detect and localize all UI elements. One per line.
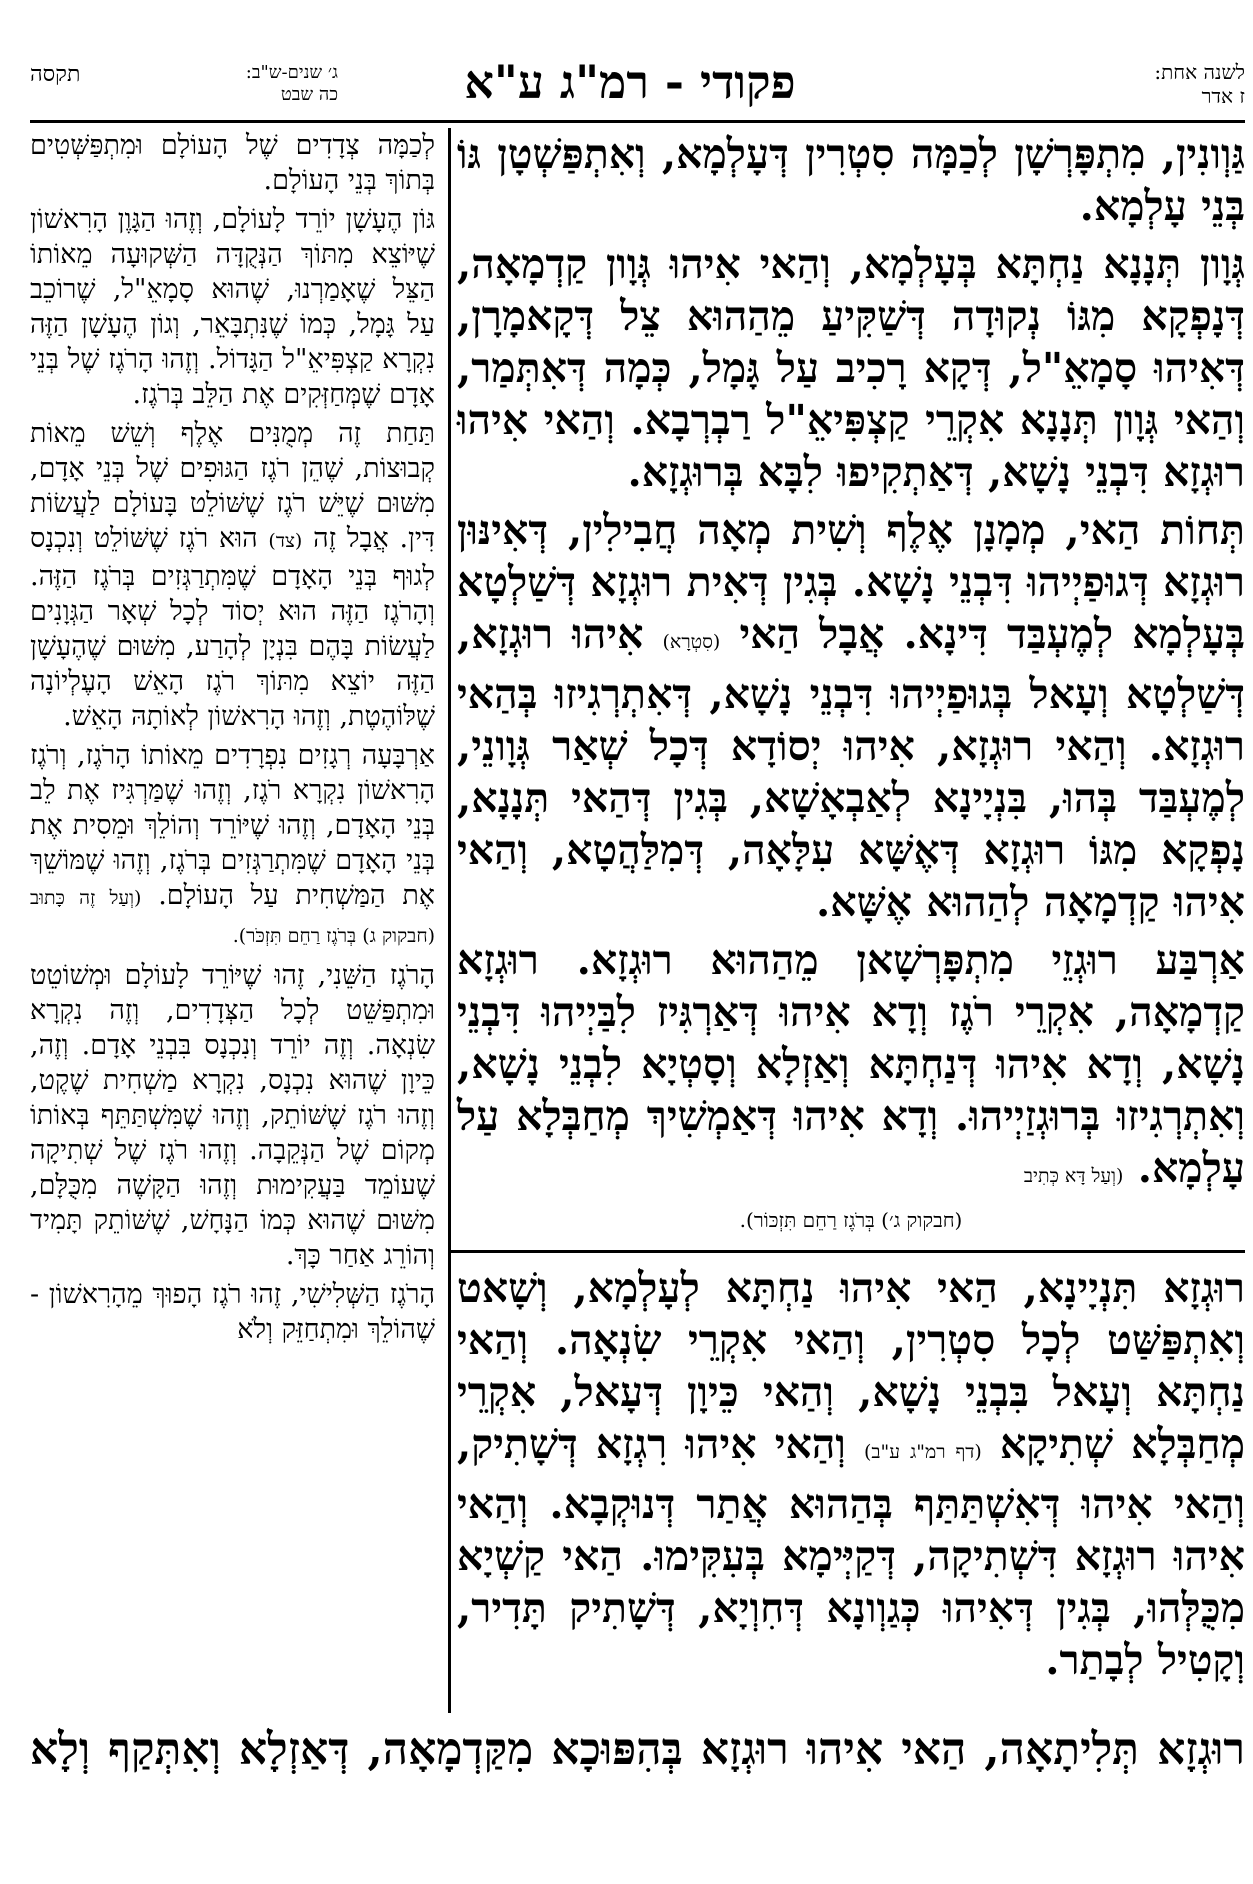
header-schedule-one-year	[1005, 60, 1245, 116]
schedule-label: לשנה אחת:	[1154, 60, 1245, 84]
schedule-date: ז אדר	[1201, 84, 1245, 108]
main-paragraph-2: גְּוָון תְּנָנָא נַחְתָּא בְּעָלְמָא, וְהַאי אִיהוּ גְּוָון קַדְמָאָה, דְּנָפְקָא מִגּוֹ נְקוּדָה דְּשַׁקִּיעַ מֵהַהוּא צֵל דְּקָאמָרָן, דְּאִיהוּ סָמָאֵ"ל, דְּקָא רָכִיב עַל גָּמָל, כְּמָה דְּאִתְּמַר, וְהַאי גְּוָון תְּנָנָא אִקְרֵי קַצְפִּיאֵ"ל רַבְרְבָא. וְהַאי אִיהוּ רוּגְזָא דִּבְנֵי נָשָׁא, דְּאַתְקִיפוּ לִבָּא בְּרוּגְזָא.	[457, 240, 1245, 496]
daf-note: (דף רמ"ג ע"ב)	[863, 1441, 982, 1463]
header-divider	[30, 120, 1245, 123]
side-paragraph-3-cont: הוּא רֹגֶז שֶׁשּׁוֹלֵט וְנִכְנָס לְגוּף בְּנֵי הָאָדָם שֶׁמִּתְרַגְּזִים בְּרֹגֶז הַזֶּה. וְהָרֹגֶז הַזֶּה הוּא יְסוֹד לְכָל שְׁאָר הַגְּוָנִים לַעֲשׂוֹת בָּהֶם בִּנְיָן לְהָרַע, מִשּׁוּם שֶׁהֶעָשָׁן הַזֶּה יוֹצֵא מִתּוֹךְ רֹגֶז הָאֵשׁ הָעֶלְיוֹנָה שֶׁלּוֹהֶטֶת, וְזֶהוּ הָרִאשׁוֹן לְאוֹתָהּ הָאֵשׁ.	[30, 523, 435, 732]
verse-note-b: (חבקוק ג׳) בְּרֹגֶז רַחֵם תִּזְכּוֹר).	[739, 1208, 963, 1232]
side-paragraph-4	[30, 738, 435, 954]
main-paragraph-5-cont: וְהַאי אִיהוּ רִגְזָא דְּשָׁתִיק, וְהַאי אִיהוּ דְּאִשְׁתַּתַּף בְּהַהוּא אֲתַר דְּנוּקְבָא. וְהַאי אִיהוּ רוּגְזָא דִּשְׁתִיקָה, דְּקַיְּימָא בְּעִקִּימוּ. הַאי קַשְׁיָא מִכֻּלְּהוּ, בְּגִין דְּאִיהוּ כְּגַוְונָא דְּחִוְיָא, דְּשָׁתִיק תָּדִיר, וְקָטִיל לְבָתַר.	[457, 1420, 1245, 1684]
schedule-label-three-years: ג׳ שנים-ש"ב:	[245, 62, 338, 83]
main-paragraph-4-text: אַרְבַּע רוּגְזֵי מִתְפָּרְשָׁאן מֵהַהוּא רוּגְזָא. רוּגְזָא קַדְמָאָה, אִקְרֵי רֹגֶז וְדָא אִיהוּ דְּאַרְגִּיז לִבַּיְיהוּ דִּבְנֵי נָשָׁא, וְדָא אִיהוּ דְּנַחְתָּא וְאַזְלָא וְסָטְיָא לִבְנֵי נָשָׁא, וְאִתְרְגִיזוּ בְּרוּגְזַיְיהוּ. וְדָא אִיהוּ דְּאַמְשִׁיךְ מְחַבְּלָא עַל עָלְמָא.	[457, 936, 1245, 1192]
page-title: פקודי - רמ"ג ע"א	[464, 55, 796, 109]
side-paragraph-6: הָרֹגֶז הַשְּׁלִישִׁי, זֶהוּ רֹגֶז הָפוּךְ מֵהָרִאשׁוֹן - שֶׁהוֹלֵךְ וּמִתְחַזֵּק וְלֹא	[30, 1279, 435, 1345]
main-paragraph-3	[457, 504, 1245, 928]
side-paragraph-2: גּוֹן הֶעָשָׁן יוֹרֵד לָעוֹלָם, וְזֶהוּ הַגָּוֶן הָרִאשׁוֹן שֶׁיּוֹצֵא מִתּוֹךְ הַנְּקֻדָּה הַשְּׁקוּעָה מֵאוֹתוֹ הַצֵּל שֶׁאָמַרְנוּ, שֶׁהוּא סָמָאֵ"ל, שֶׁרוֹכֵב עַל גָּמָל, כְּמוֹ שֶׁנִּתְבָּאֵר, וְגוֹן הֶעָשָׁן הַזֶּה נִקְרָא קַצְפִּיאֵ"ל הַגָּדוֹל. וְזֶהוּ הָרֹגֶז שֶׁל בְּנֵי אָדָם שֶׁמְּחַזְּקִים אֶת הַלֵּב בְּרֹגֶז.	[30, 204, 435, 410]
side-paragraph-4-text: אַרְבָּעָה רְגָזִים נִפְרָדִים מֵאוֹתוֹ הָרֹגֶז, וְרֹגֶז הָרִאשׁוֹן נִקְרָא רֹגֶז, וְזֶהוּ שֶׁמַּרְגִּיז אֶת לֵב בְּנֵי הָאָדָם, וְזֶהוּ שֶׁיּוֹרֵד וְהוֹלֵךְ וּמֵסִית אֶת בְּנֵי הָאָדָם שֶׁמִּתְרַגְּזִים בְּרֹגֶז, וְזֶהוּ שֶׁמּוֹשֵׁךְ אֶת הַמַּשְׁחִית עַל הָעוֹלָם.	[30, 740, 435, 911]
main-paragraph-4	[457, 934, 1245, 1202]
main-column	[457, 128, 1245, 1237]
translation-column	[30, 128, 435, 1351]
main-section-divider	[448, 1250, 1245, 1253]
side-paragraph-5: הָרֹגֶז הַשֵּׁנִי, זֶהוּ שֶׁיּוֹרֵד לָעוֹלָם וּמְשׁוֹטֵט וּמִתְפַּשֵּׁט לְכָל הַצְּדָדִים, וְזֶה נִקְרָא שִׂנְאָה. וְזֶה יוֹרֵד וְנִכְנָס בִּבְנֵי אָדָם. וְזֶה, כֵּיוָן שֶׁהוּא נִכְנָס, נִקְרָא מַשְׁחִית שֶׁקֶט, וְזֶהוּ רֹגֶז שֶׁשּׁוֹתֵק, וְזֶהוּ שֶׁמִּשְׁתַּתֵּף בְּאוֹתוֹ מְקוֹם שֶׁל הַנְּקֵבָה. וְזֶהוּ רֹגֶז שֶׁל שְׁתִיקָה שֶׁעוֹמֵד בַּעֲקִימוּת וְזֶהוּ הַקָּשֶׁה מִכֻּלָּם, מִשּׁוּם שֶׁהוּא כְּמוֹ הַנָּחָשׁ, שֶׁשּׁוֹתֵק תָּמִיד וְהוֹרֵג אַחַר כָּךְ.	[30, 960, 435, 1271]
bottom-line: רוּגְזָא תְּלִיתָאָה, הַאי אִיהוּ רוּגְזָא בְּהִפּוּכָא מִקַּדְמָאָה, דְּאַזְלָא וְאִתְּקַף וְלָא	[30, 1724, 1245, 1775]
side-paragraph-1: לְכַמָּה צְדָדִים שֶׁל הָעוֹלָם וּמִתְפַּשְּׁטִים בְּתוֹךְ בְּנֵי הָעוֹלָם.	[30, 130, 435, 196]
main-paragraph-5-text: רוּגְזָא תִּנְיָינָא, הַאי אִיהוּ נַחְתָּא לְעָלְמָא, וְשָׁאט וְאִתְפַּשַּׁט לְכָל סִטְרִין, וְהַאי אִקְרֵי שִׂנְאָה. וְהַאי נַחְתָּא וְעָאל בִּבְנֵי נָשָׁא, וְהַאי כֵּיוָן דְּעָאל, אִקְרֵי מְחַבְּלָא שְׁתִיקָא	[457, 1264, 1245, 1468]
main-column-second-block	[457, 1262, 1245, 1692]
side-paragraph-3-text: תַּחַת זֶה מְמֻנִּים אֶלֶף וְשֵׁשׁ מֵאוֹת קְבוּצוֹת, שֶׁהֵן רֹגֶז הַגּוּפִים שֶׁל בְּנֵי אָדָם, מִשּׁוּם שֶׁיֵּשׁ רֹגֶז שֶׁשּׁוֹלֵט בָּעוֹלָם לַעֲשׂוֹת דִּין. אֲבָל זֶה	[30, 418, 435, 554]
main-paragraph-1: גַּוְונִין, מִתְפָּרְשָׁן לְכַמָּה סִטְרִין דְּעָלְמָא, וְאִתְפַּשְׁטָן גּוֹ בְּנֵי עָלְמָא.	[457, 130, 1245, 230]
header-schedule-three-years	[138, 62, 338, 118]
sitra-note: (סִטְרָא)	[662, 631, 721, 653]
column-divider	[448, 128, 451, 1713]
side-paragraph-3	[30, 416, 435, 734]
page-number: תקסה	[30, 62, 81, 87]
verse-note-a: (וְעַל דָּא כְּתִיב	[1023, 1165, 1124, 1187]
main-paragraph-3-cont: אִיהוּ רוּגְזָא, דְּשַׁלְטָא וְעָאל בְּגוּפַיְיהוּ דִּבְנֵי נָשָׁא, דְּאִתְרְגִיזוּ בְּהַאי רוּגְזָא. וְהַאי רוּגְזָא, אִיהוּ יְסוֹדָא דְּכָל שְׁאַר גְּוָונֵי, לְמֶעְבַּד בְּהוּ, בִּנְיָינָא לְאַבְאָשָׁא, בְּגִין דְּהַאי תְּנָנָא, נָפְקָא מִגּוֹ רוּגְזָא דְּאֶשָּׁא עִלָּאָה, דְּמִלַּהֲטָא, וְהַאי אִיהוּ קַדְמָאָה לְהַהוּא אֶשָּׁא.	[457, 610, 1245, 926]
schedule-date-three-years: כה שבט	[280, 84, 338, 105]
main-paragraph-3-text: תְּחוֹת הַאי, מְמָנָן אֶלֶף וְשִׁית מְאָה חֲבִילִין, דְּאִינּוּן רוּגְזָא דְּגוּפַיְיהוּ דִּבְנֵי נָשָׁא. בְּגִין דְּאִית רוּגְזָא דְּשַׁלְטָא בְּעָלְמָא לְמֶעְבַּד דִּינָא. אֲבָל הַאי	[457, 506, 1245, 658]
tsad-note: (צד)	[268, 530, 303, 552]
main-paragraph-5	[457, 1262, 1245, 1686]
habakuk-note: (וְעַל זֶה כָּתוּב (חבקוק ג) בְּרֹגֶז רַחֵם תִּזְכֹּר).	[30, 887, 435, 947]
